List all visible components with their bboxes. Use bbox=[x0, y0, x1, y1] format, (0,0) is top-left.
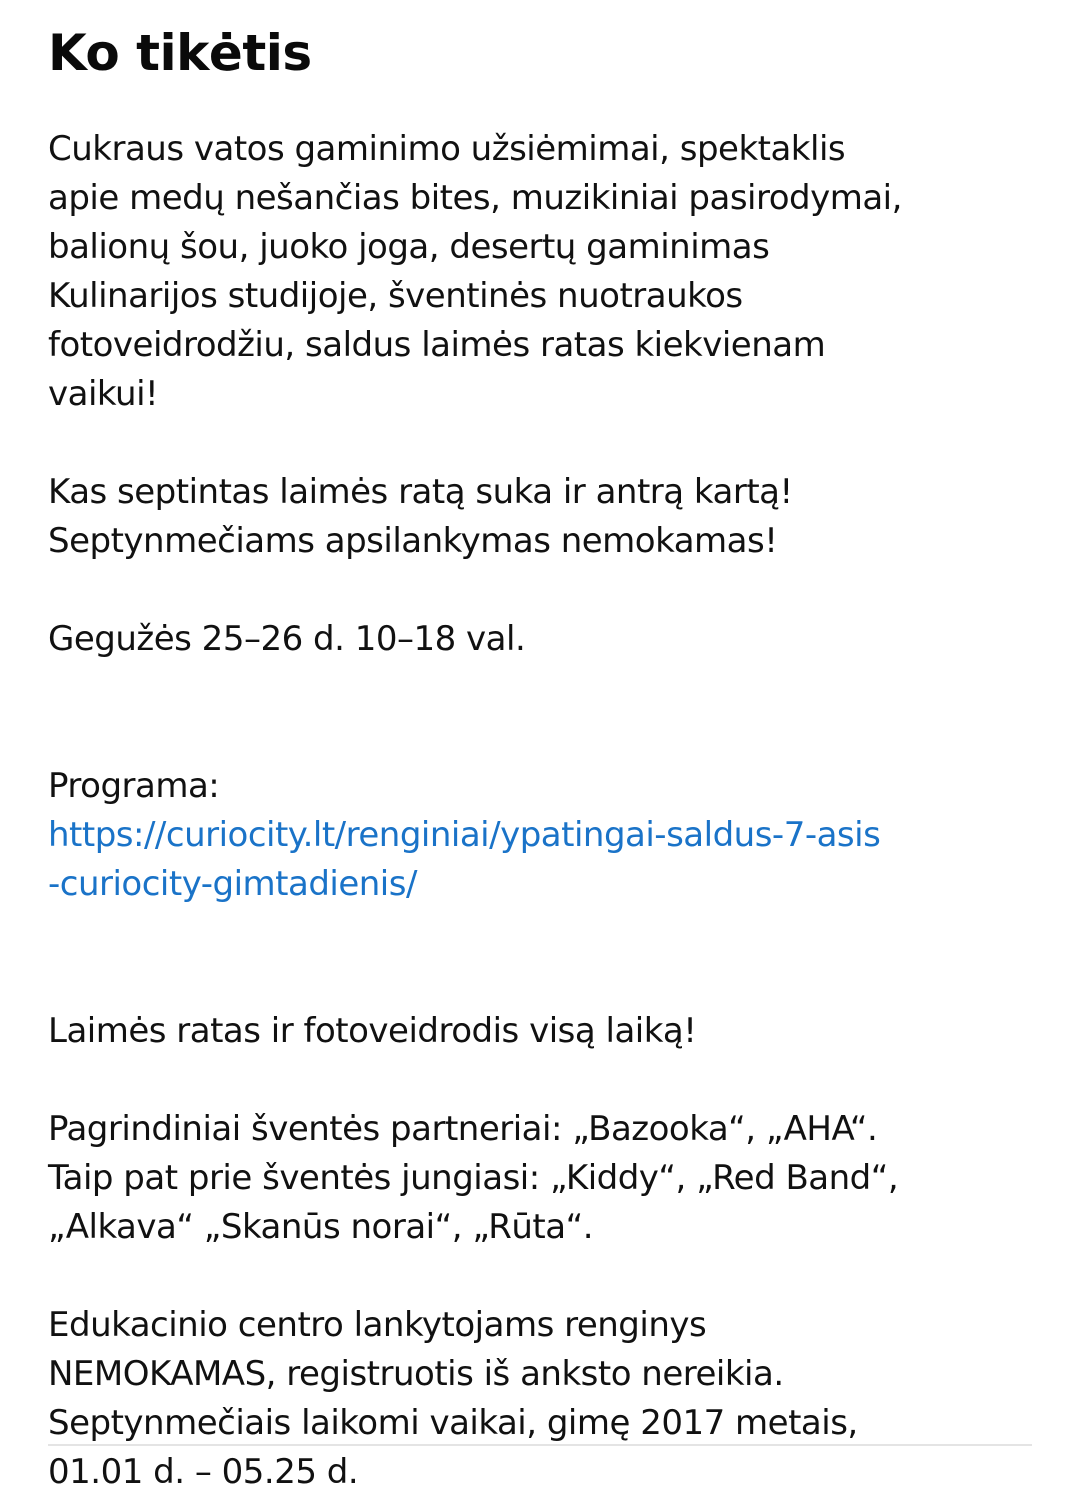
partners-paragraph: Pagrindiniai šventės partneriai: „Bazooka“, „AHA“. Taip pat prie šventės jungiasi: „Kiddy“, „Red Band“, „Alkava“ „Skanūs norai“, „Rūta“. bbox=[48, 1109, 899, 1247]
photo-mirror-paragraph: Laimės ratas ir fotoveidrodis visą laiką! bbox=[48, 1011, 697, 1051]
article-content bbox=[48, 18, 1048, 1497]
lucky-wheel-paragraph: Kas septintas laimės ratą suka ir antrą kartą! Septynmečiams apsilankymas nemokamas! bbox=[48, 472, 793, 561]
program-link[interactable]: https://curiocity.lt/renginiai/ypatingai-saldus-7-asis -curiocity-gimtadienis/ bbox=[48, 815, 881, 904]
program-paragraph bbox=[48, 713, 1048, 958]
event-date-paragraph: Gegužės 25–26 d. 10–18 val. bbox=[48, 619, 526, 659]
program-label: Programa: bbox=[48, 766, 220, 806]
admission-paragraph: Edukacinio centro lankytojams renginys NEMOKAMAS, registruotis iš anksto nereikia. Septynmečiais laikomi vaikai, gimę 2017 metais, 01.01 d. – 05.25 d. bbox=[48, 1305, 858, 1492]
section-heading: Ko tikėtis bbox=[48, 24, 312, 82]
activities-paragraph: Cukraus vatos gaminimo užsiėmimai, spektaklis apie medų nešančias bites, muzikiniai pasirodymai, balionų šou, juoko joga, desertų gaminimas Kulinarijos studijoje, šventinės nuotraukos fotoveidrodžiu, saldus laimės ratas kiekvienam vaikui! bbox=[48, 129, 902, 414]
divider-line bbox=[48, 1444, 1032, 1446]
